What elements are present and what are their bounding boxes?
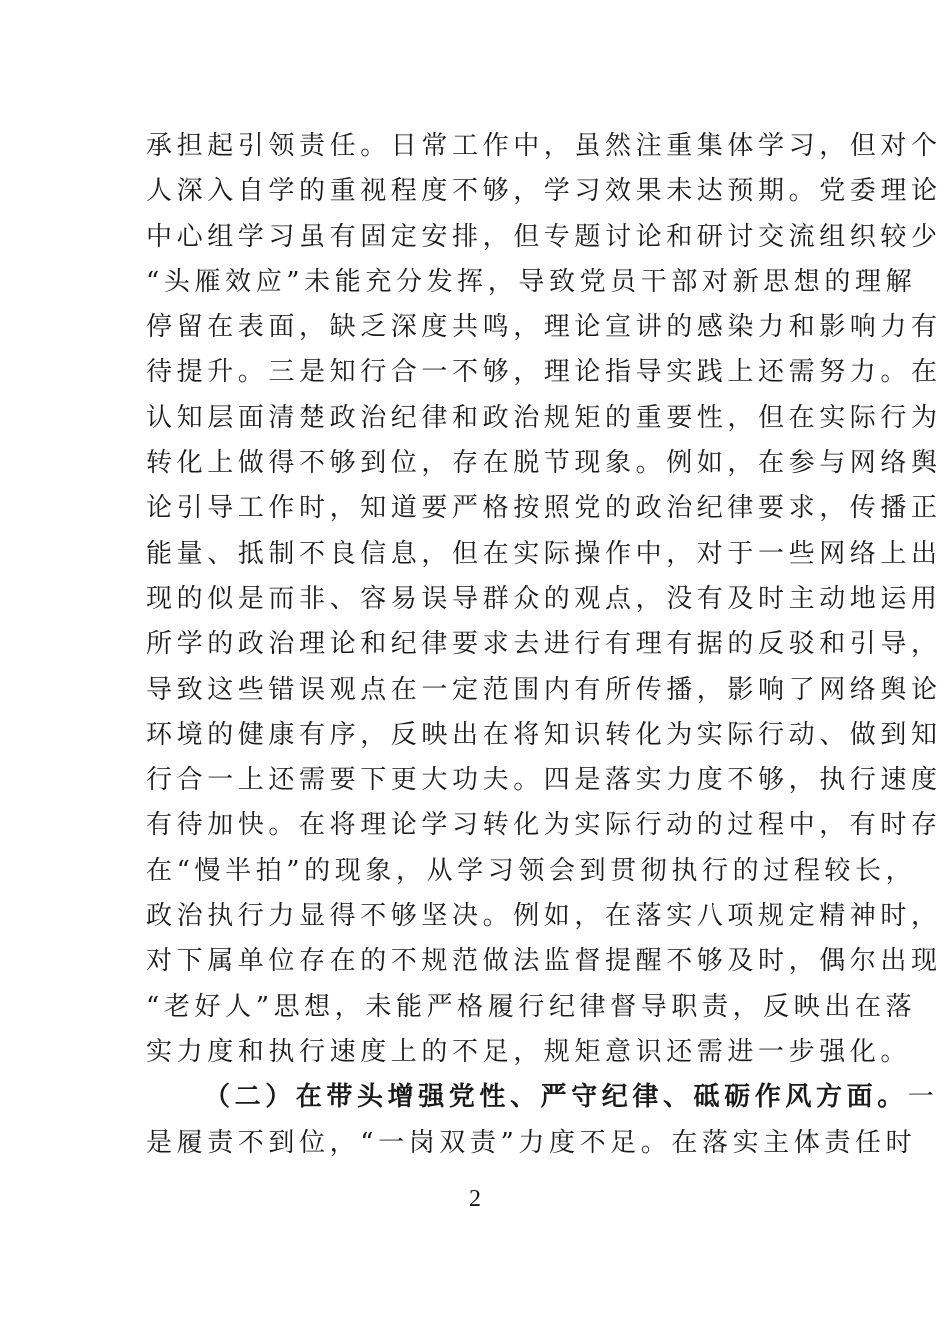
section-heading: （二）在带头增强党性、严守纪律、砥砺作风方面。	[204, 1082, 908, 1113]
text-line: “头雁效应”未能充分发挥，导致党员干部对新思想的理解	[146, 266, 917, 297]
text-line: 认知层面清楚政治纪律和政治规矩的重要性，但在实际行为	[146, 402, 942, 433]
text-line: 待提升。三是知行合一不够，理论指导实践上还需努力。在	[146, 357, 942, 388]
text-line: “老好人”思想，未能严格履行纪律督导职责，反映出在落	[146, 991, 917, 1022]
text-line: 实力度和执行速度上的不足，规矩意识还需进一步强化。	[146, 1036, 912, 1067]
text-line: 在“慢半拍”的现象，从学习领会到贯彻执行的过程较长，	[146, 855, 917, 886]
text-line: 行合一上还需要下更大功夫。四是落实力度不够，执行速度	[146, 765, 942, 796]
text-line: 是履责不到位，“一岗双责”力度不足。在落实主体责任时	[146, 1127, 917, 1158]
text-line: 人深入自学的重视程度不够，学习效果未达预期。党委理论	[146, 176, 942, 207]
text-line: 停留在表面，缺乏深度共鸣，理论宣讲的感染力和影响力有	[146, 312, 942, 343]
body-text	[146, 124, 942, 1166]
text-line: 政治执行力显得不够坚决。例如，在落实八项规定精神时，	[146, 901, 942, 932]
text-line: 中心组学习虽有固定安排，但专题讨论和研讨交流组织较少	[146, 221, 942, 252]
text-line: 能量、抵制不良信息，但在实际操作中，对于一些网络上出	[146, 538, 942, 569]
text-line: 现的似是而非、容易误导群众的观点，没有及时主动地运用	[146, 583, 942, 614]
text-line: 所学的政治理论和纪律要求去进行有理有据的反驳和引导，	[146, 629, 942, 660]
section-heading-tail: 一	[907, 1082, 939, 1113]
text-line: 对下属单位存在的不规范做法监督提醒不够及时，偶尔出现	[146, 946, 942, 977]
text-line: 有待加快。在将理论学习转化为实际行动的过程中，有时存	[146, 810, 942, 841]
text-line: 环境的健康有序，反映出在将知识转化为实际行动、做到知	[146, 719, 942, 750]
section-heading-line	[146, 1075, 939, 1120]
text-line: 导致这些错误观点在一定范围内有所传播，影响了网络舆论	[146, 674, 942, 705]
text-line: 转化上做得不够到位，存在脱节现象。例如，在参与网络舆	[146, 448, 942, 479]
text-line: 论引导工作时，知道要严格按照党的政治纪律要求，传播正	[146, 493, 942, 524]
page-number: 2	[469, 1186, 481, 1212]
text-line: 承担起引领责任。日常工作中，虽然注重集体学习，但对个	[146, 131, 942, 161]
